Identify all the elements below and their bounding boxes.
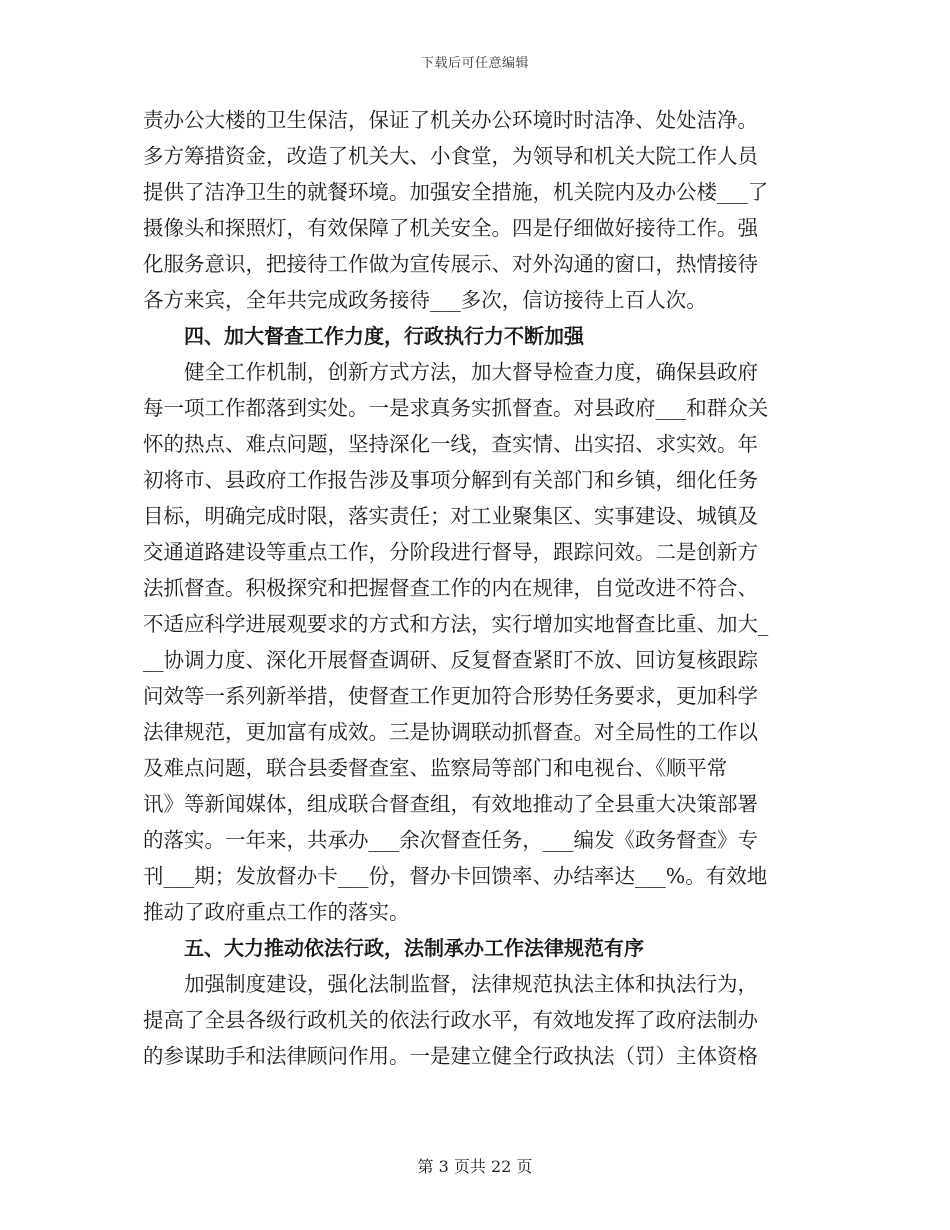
page-header: 下载后可任意编辑 xyxy=(420,56,529,71)
body-line: 刊___期；发放督办卡___份，督办卡回馈率、办结率达___%。有效地 xyxy=(143,864,768,888)
body-line: 目标，明确完成时限，落实责任；对工业聚集区、实事建设、城镇及 xyxy=(143,504,758,528)
body-line: 化服务意识，把接待工作做为宣传展示、对外沟通的窗口，热情接待 xyxy=(143,252,758,276)
body-line: 及难点问题，联合县委督查室、监察局等部门和电视台、《顺平常 xyxy=(143,756,728,780)
body-line: 问效等一系列新举措，使督查工作更加符合形势任务要求，更加科学 xyxy=(143,684,758,708)
document-body xyxy=(143,102,807,1074)
body-line: 提供了洁净卫生的就餐环境。加强安全措施，机关院内及办公楼___了 xyxy=(143,180,769,204)
section-heading-5: 五、大力推动依法行政，法制承办工作法律规范有序 xyxy=(184,936,644,960)
body-line: 的落实。一年来，共承办___余次督查任务，___编发《政务督查》专 xyxy=(143,828,758,852)
paragraph-first-line: 加强制度建设，强化法制监督，法律规范执法主体和执法行为， xyxy=(184,972,758,996)
body-line: 推动了政府重点工作的落实。 xyxy=(143,900,410,924)
section-heading-4: 四、加大督查工作力度，行政执行力不断加强 xyxy=(184,324,584,348)
body-line: 摄像头和探照灯，有效保障了机关安全。四是仔细做好接待工作。强 xyxy=(143,216,758,240)
body-line: 不适应科学进展观要求的方式和方法，实行增加实地督查比重、加大_ xyxy=(143,612,769,636)
body-line: 提高了全县各级行政机关的依法行政水平，有效地发挥了政府法制办 xyxy=(143,1008,758,1032)
body-line: 交通道路建设等重点工作，分阶段进行督导，跟踪问效。二是创新方 xyxy=(143,540,758,564)
body-line: __协调力度、深化开展督查调研、反复督查紧盯不放、回访复核跟踪 xyxy=(143,648,758,672)
body-line: 讯》等新闻媒体，组成联合督查组，有效地推动了全县重大决策部署 xyxy=(143,792,758,816)
page-number: 第 3 页共 22 页 xyxy=(417,1157,533,1176)
paragraph-first-line: 健全工作机制，创新方式方法，加大督导检查力度，确保县政府 xyxy=(184,360,758,384)
body-line: 责办公大楼的卫生保洁，保证了机关办公环境时时洁净、处处洁净。 xyxy=(143,108,758,132)
body-line: 各方来宾，全年共完成政务接待___多次，信访接待上百人次。 xyxy=(143,288,707,312)
body-line: 法律规范，更加富有成效。三是协调联动抓督查。对全局性的工作以 xyxy=(143,720,758,744)
body-line: 怀的热点、难点问题，坚持深化一线，查实情、出实招、求实效。年 xyxy=(143,432,758,456)
body-line: 多方筹措资金，改造了机关大、小食堂，为领导和机关大院工作人员 xyxy=(143,144,758,168)
body-line: 初将市、县政府工作报告涉及事项分解到有关部门和乡镇，细化任务 xyxy=(143,468,758,492)
body-line: 法抓督查。积极探究和把握督查工作的内在规律，自觉改进不符合、 xyxy=(143,576,758,600)
body-line: 的参谋助手和法律顾问作用。一是建立健全行政执法（罚）主体资格 xyxy=(143,1044,758,1068)
body-line: 每一项工作都落到实处。一是求真务实抓督查。对县政府___和群众关 xyxy=(143,396,769,420)
